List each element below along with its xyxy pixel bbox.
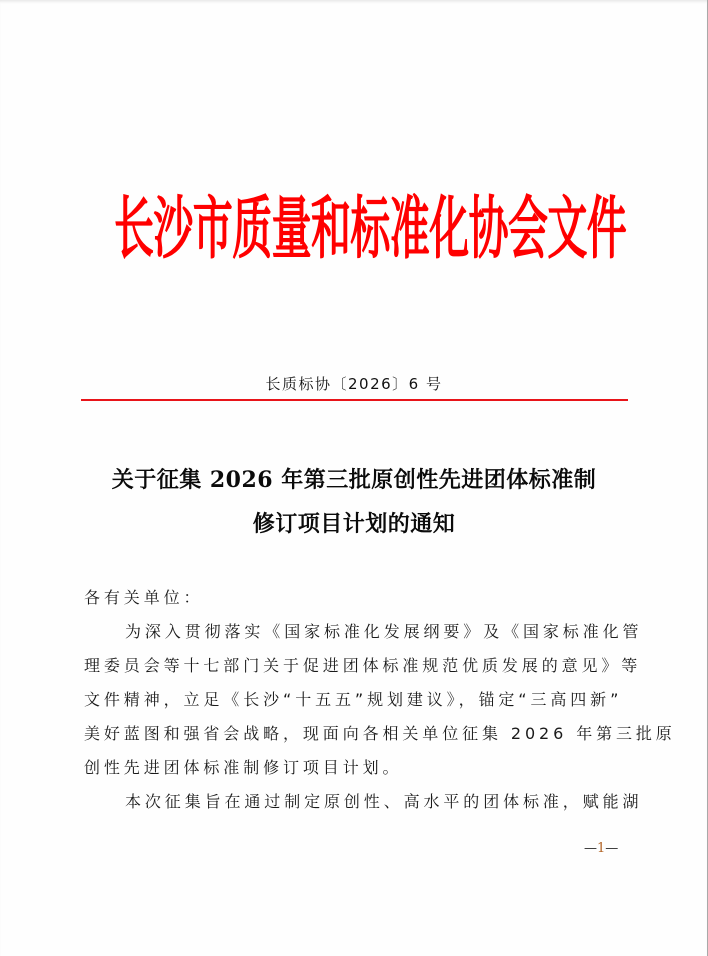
page-number-dash-right: — [605,841,619,856]
page-number-dash-left: — [584,841,597,856]
body-line-3: 文件精神，立足《长沙“十五五”规划建议》，锚定“三高四新” [84,690,623,709]
notice-title-line-1: 关于征集 2026 年第三批原创性先进团体标准制 [111,467,597,493]
page-number [584,841,618,856]
body-line-4: 美好蓝图和强省会战略，现面向各相关单位征集 2026 年第三批原 [84,724,676,743]
body-line-5: 创性先进团体标准制修订项目计划。 [84,758,403,777]
masthead-title: 长沙市质量和标准化协会文件 [114,189,627,270]
document-number: 长质标协〔2026〕6 号 [265,375,443,393]
body-line-6: 本次征集旨在通过制定原创性、高水平的团体标准，赋能湖 [125,792,643,811]
salutation: 各有关单位： [84,588,204,607]
body-line-2: 理委员会等十七部门关于促进团体标准规范优质发展的意见》等 [84,656,642,675]
red-divider-rule [81,399,628,401]
page-number-value: 1 [597,841,606,856]
body-line-1: 为深入贯彻落实《国家标准化发展纲要》及《国家标准化管 [125,622,643,641]
notice-title-line-2: 修订项目计划的通知 [252,511,456,537]
